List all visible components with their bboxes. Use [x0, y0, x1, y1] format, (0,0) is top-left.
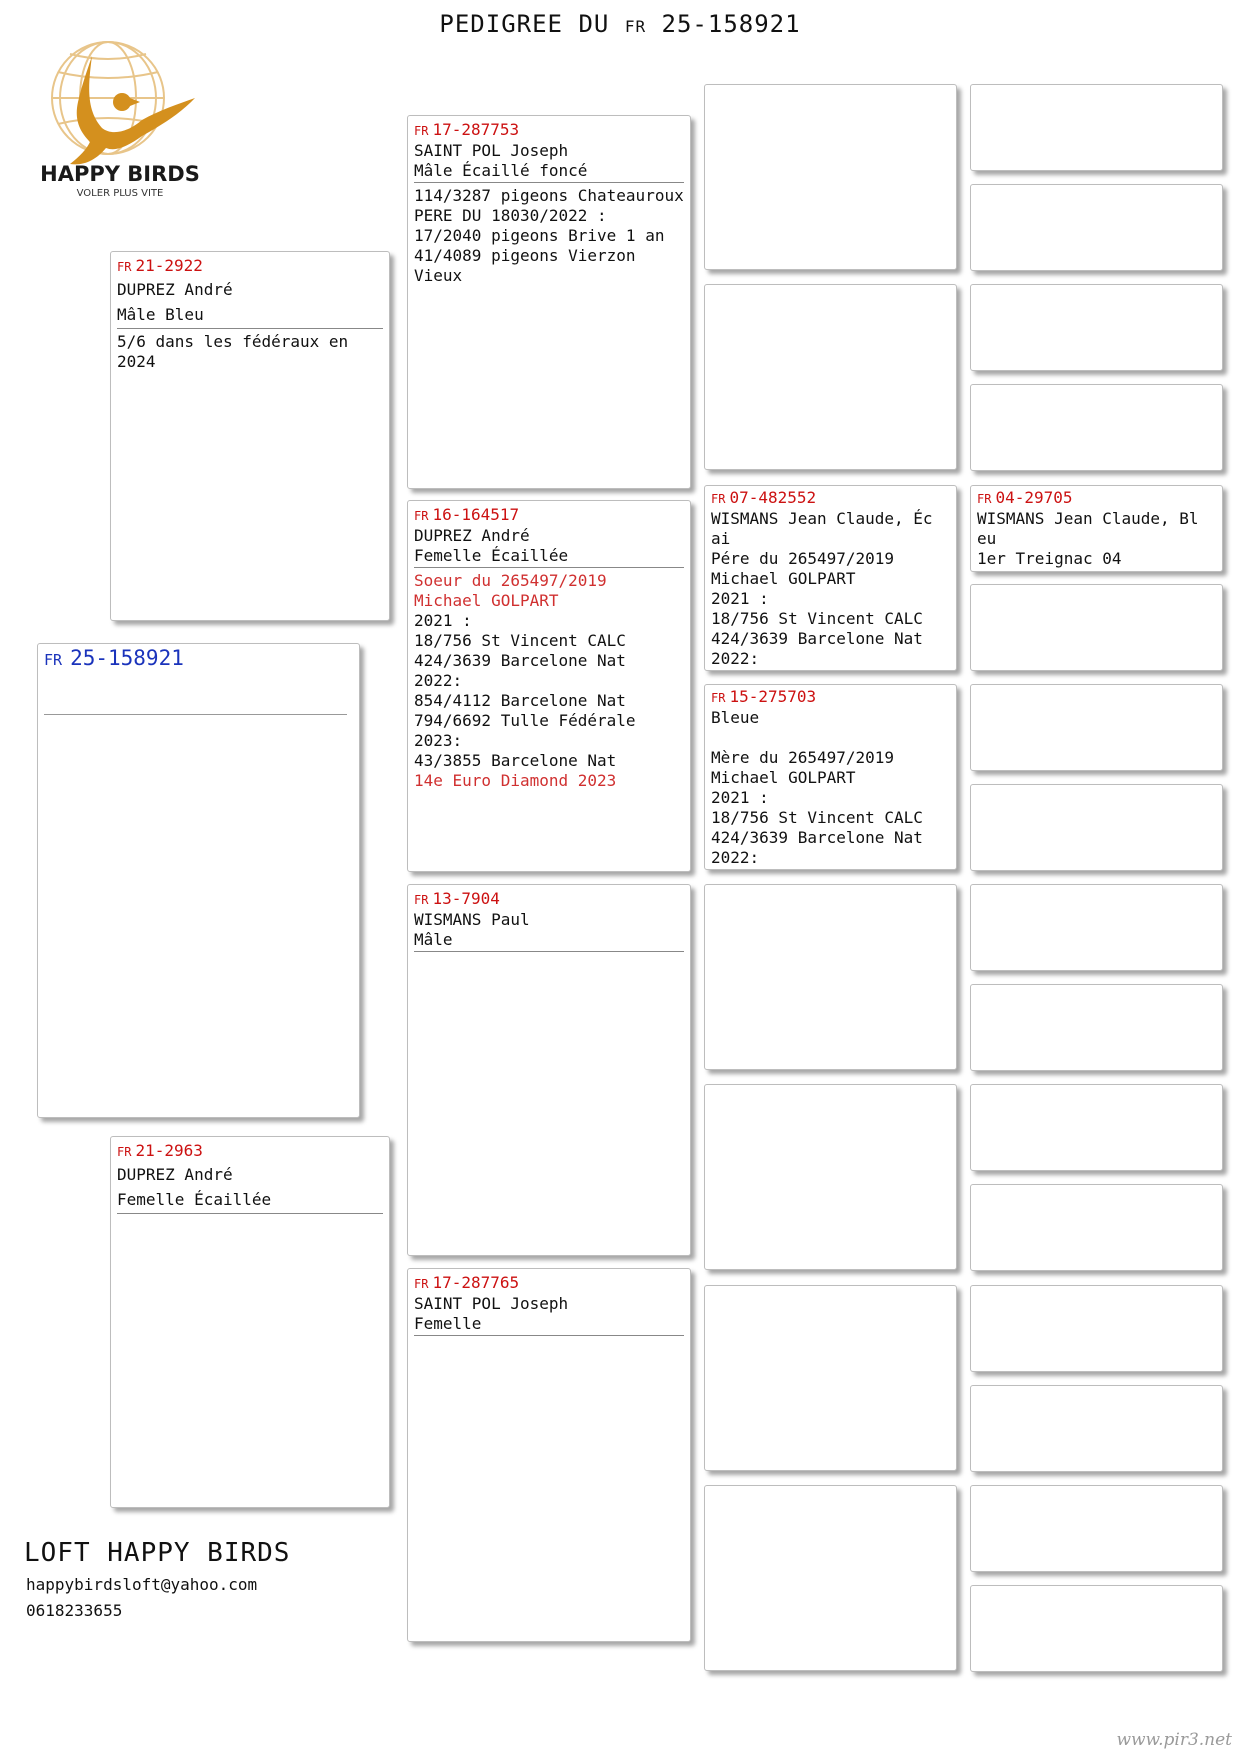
ff-note: PERE DU 18030/2022 :	[414, 206, 607, 225]
great-grandparent-card	[704, 1285, 957, 1471]
logo-tagline: VOLER PLUS VITE	[76, 188, 164, 199]
gg-grandparent-card	[970, 1585, 1223, 1672]
great-grandparent-card-fmm	[704, 684, 957, 870]
fm-note-red: Michael GOLPART	[414, 591, 559, 610]
gg-grandparent-card	[970, 984, 1223, 1071]
mf-ring: 13-7904	[432, 889, 500, 908]
gg-grandparent-card	[970, 884, 1223, 971]
title-ring: 25-158921	[661, 10, 801, 38]
mf-owner: WISMANS Paul	[414, 910, 530, 929]
mf-sex-color: Mâle	[414, 930, 453, 949]
father-ring: 21-2922	[135, 256, 203, 275]
paternal-grandfather-card	[407, 115, 691, 489]
maternal-grandmother-card	[407, 1268, 691, 1642]
ff-note: 17/2040 pigeons Brive 1 an	[414, 226, 665, 245]
maternal-grandfather-card	[407, 884, 691, 1256]
subject-country: FR	[44, 651, 63, 669]
fm-owner: DUPREZ André	[414, 526, 530, 545]
fmm-note: 424/3639 Barcelone Nat	[711, 828, 923, 847]
subject-card	[37, 643, 360, 1118]
father-sex-color: Mâle Bleu	[117, 305, 204, 324]
mother-sex-color: Femelle Écaillée	[117, 1190, 272, 1209]
fm-note: 794/6692 Tulle Fédérale	[414, 711, 636, 730]
gg-grandparent-card	[970, 1084, 1223, 1171]
fmf-note: 424/3639 Barcelone Nat	[711, 629, 923, 648]
gg-grandparent-card	[970, 84, 1223, 171]
mm-owner: SAINT POL Joseph	[414, 1294, 569, 1313]
fmff-country: FR	[977, 492, 992, 506]
fmff-owner-cont: eu	[977, 529, 997, 548]
great-grandparent-card	[704, 284, 957, 470]
mf-country: FR	[414, 893, 429, 907]
fmf-owner-cont: ai	[711, 529, 731, 548]
fm-note: 43/3855 Barcelone Nat	[414, 751, 617, 770]
fmm-note: 18/756 St Vincent CALC	[711, 808, 923, 827]
gg-grandparent-card	[970, 1285, 1223, 1372]
great-grandparent-card-fmf	[704, 485, 957, 671]
fm-note: 854/4112 Barcelone Nat	[414, 691, 626, 710]
fm-note-red: 14e Euro Diamond 2023	[414, 771, 617, 790]
ff-sex-color: Mâle Écaillé foncé	[414, 161, 588, 180]
gg-grandparent-card	[970, 1385, 1223, 1472]
mm-sex-color: Femelle	[414, 1314, 482, 1333]
fmm-country: FR	[711, 691, 726, 705]
gg-grandparent-card	[970, 1184, 1223, 1271]
gg-grandparent-card	[970, 384, 1223, 471]
fm-note: 2023:	[414, 731, 463, 750]
father-note: 5/6 dans les fédéraux en 2024	[117, 332, 358, 371]
gg-grandparent-card	[970, 284, 1223, 371]
fm-sex-color: Femelle Écaillée	[414, 546, 569, 565]
title-country: FR	[624, 17, 647, 36]
ff-note: 114/3287 pigeons Chateauroux	[414, 186, 684, 205]
father-owner: DUPREZ André	[117, 280, 233, 299]
fm-note: 424/3639 Barcelone Nat	[414, 651, 626, 670]
subject-header	[44, 648, 347, 715]
fmm-note: 2022:	[711, 848, 760, 867]
fmf-note: Michael GOLPART	[711, 569, 856, 588]
fmf-country: FR	[711, 492, 726, 506]
title-prefix: PEDIGREE DU	[439, 10, 610, 38]
gg-grandparent-card	[970, 184, 1223, 271]
gg-grandparent-card	[970, 684, 1223, 771]
gg-grandparent-card	[970, 784, 1223, 871]
paternal-grandmother-card	[407, 500, 691, 872]
contact-phone: 0618233655	[26, 1601, 123, 1620]
fm-ring: 16-164517	[432, 505, 520, 524]
great-grandparent-card	[704, 84, 957, 270]
mother-owner: DUPREZ André	[117, 1165, 233, 1184]
fmm-note: 2021 :	[711, 788, 769, 807]
fmm-color: Bleue	[711, 708, 760, 727]
fmf-note: Pére du 265497/2019	[711, 549, 895, 568]
fmf-owner: WISMANS Jean Claude, Éc	[711, 509, 933, 528]
great-grandparent-card	[704, 1084, 957, 1270]
mm-ring: 17-287765	[432, 1273, 520, 1292]
father-card	[110, 251, 390, 621]
fmm-note: Michael GOLPART	[711, 768, 856, 787]
fmf-ring: 07-482552	[729, 488, 817, 507]
gg-grandparent-card	[970, 584, 1223, 671]
ff-owner: SAINT POL Joseph	[414, 141, 569, 160]
loft-name: LOFT HAPPY BIRDS	[24, 1538, 291, 1568]
happy-birds-logo	[30, 36, 210, 206]
fm-note: 2022:	[414, 671, 463, 690]
fmm-note: Mère du 265497/2019	[711, 748, 895, 767]
mother-country: FR	[117, 1145, 132, 1159]
father-country: FR	[117, 260, 132, 274]
fmff-note: 1er Treignac 04	[977, 549, 1122, 568]
mother-ring: 21-2963	[135, 1141, 203, 1160]
contact-email[interactable]: happybirdsloft@yahoo.com	[26, 1575, 258, 1594]
fmff-owner: WISMANS Jean Claude, Bl	[977, 509, 1199, 528]
fmf-note: 2022:	[711, 649, 760, 668]
mm-country: FR	[414, 1277, 429, 1291]
subject-ring: 25-158921	[70, 646, 184, 670]
fmff-ring: 04-29705	[995, 488, 1073, 507]
logo-brand: HAPPY BIRDS	[40, 162, 200, 186]
fm-note: 18/756 St Vincent CALC	[414, 631, 626, 650]
mother-card	[110, 1136, 390, 1508]
ff-country: FR	[414, 124, 429, 138]
gg-grandparent-card	[970, 1485, 1223, 1572]
ff-ring: 17-287753	[432, 120, 520, 139]
great-grandparent-card	[704, 884, 957, 1070]
great-grandparent-card	[704, 1485, 957, 1671]
fmm-ring: 15-275703	[729, 687, 817, 706]
fmf-note: 2021 :	[711, 589, 769, 608]
fm-country: FR	[414, 509, 429, 523]
page-title	[0, 10, 1240, 38]
gg-grandparent-card-fmff	[970, 485, 1223, 572]
ff-note: 41/4089 pigeons Vierzon Vieux	[414, 246, 646, 285]
watermark: www.pir3.net	[1116, 1730, 1232, 1750]
fm-note-red: Soeur du 265497/2019	[414, 571, 607, 590]
fm-note: 2021 :	[414, 611, 472, 630]
fmf-note: 18/756 St Vincent CALC	[711, 609, 923, 628]
